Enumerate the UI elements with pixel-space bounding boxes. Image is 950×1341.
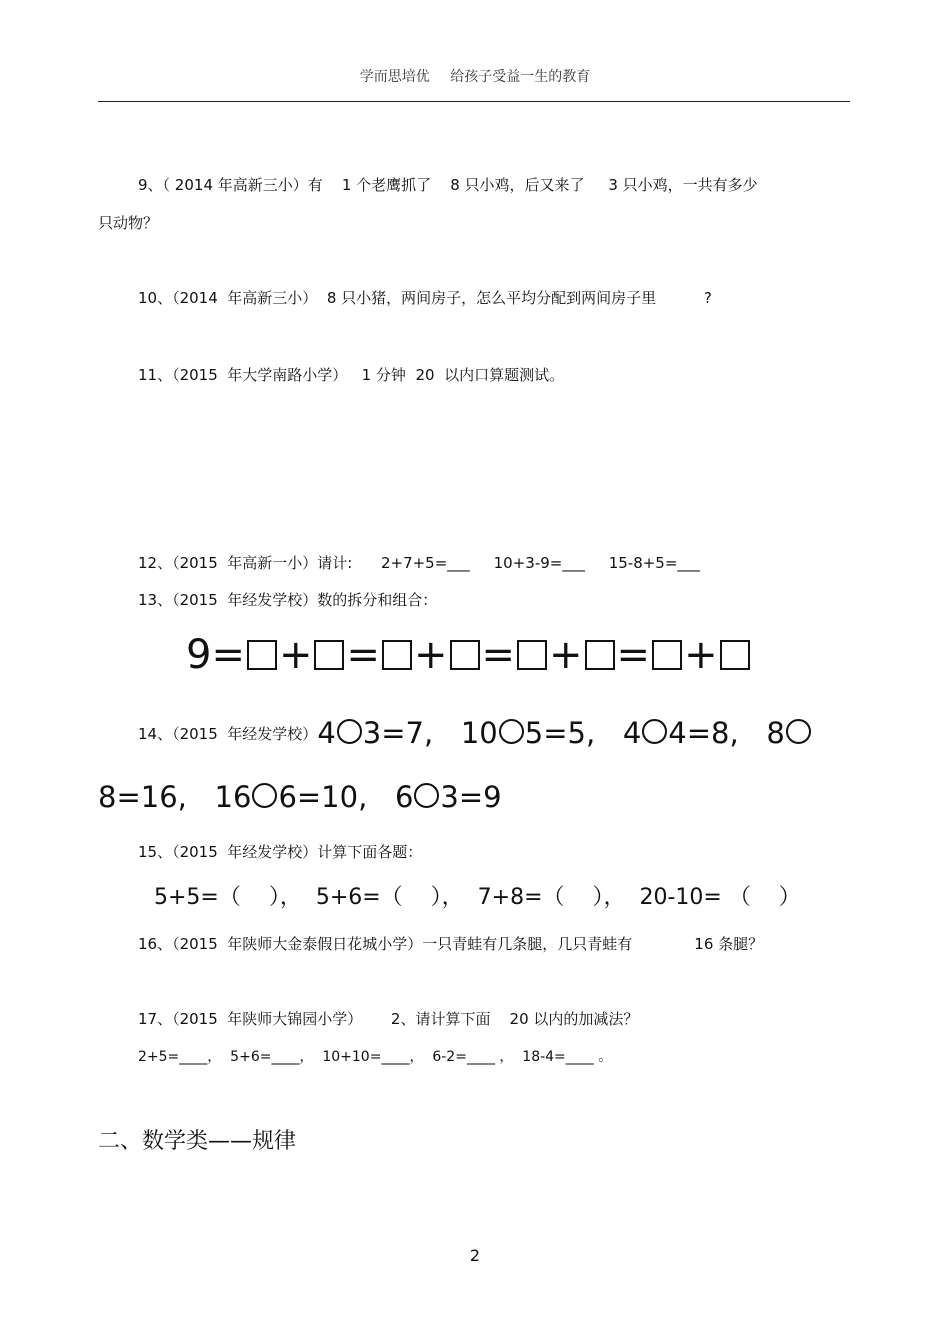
answer-box[interactable] [585,640,615,670]
plus-sign: + [549,632,583,678]
plus-sign: + [414,632,448,678]
question-16: 16、（2015 年陕师大金泰假日花城小学）一只青蛙有几条腿，几只青蛙有 16 条腿？ [138,935,764,953]
answer-box[interactable] [450,640,480,670]
plus-sign: + [684,632,718,678]
operator-circle[interactable] [414,783,439,808]
expr-part: 3=9 [440,780,502,814]
question-10: 10、（2014 年高新三小） 8 只小猪，两间房子，怎么平均分配到两间房子里 ? [138,289,712,307]
question-14-expr-line2 [98,780,502,814]
operator-circle[interactable] [642,719,667,744]
equals-sign: = [346,632,380,678]
equals-sign: = [616,632,651,678]
question-14-label: 14、（2015 年经发学校） [138,725,318,743]
question-14 [138,716,812,750]
question-14-expr-line1 [317,716,812,750]
expr-part: 4 [317,716,336,750]
expr-part: 4=8, 8 [668,716,785,750]
question-9-line2: 只动物？ [98,214,159,232]
operator-circle[interactable] [252,783,277,808]
question-15: 15、（2015 年经发学校）计算下面各题： [138,843,423,861]
answer-box[interactable] [382,640,412,670]
question-13: 13、（2015 年经发学校）数的拆分和组合： [138,591,438,609]
operator-circle[interactable] [337,719,362,744]
expr-part: 5=5, 4 [524,716,642,750]
number-decomposition-row [186,632,752,678]
page-header [0,66,950,86]
plus-sign: + [278,632,313,678]
operator-circle[interactable] [786,719,811,744]
answer-box[interactable] [720,640,750,670]
page-number: 2 [469,1246,481,1265]
equals-sign: = [481,632,516,678]
answer-box[interactable] [314,640,344,670]
answer-box[interactable] [517,640,547,670]
digit-nine: 9 [186,632,212,678]
header-brand: 学而思培优 [359,69,430,85]
header-divider [98,101,850,102]
expr-part: 6=10, 6 [278,780,414,814]
equals-sign: = [211,632,245,678]
header-slogan: 给孩子受益一生的教育 [450,69,591,85]
answer-box[interactable] [652,640,682,670]
expr-part: 3=7, 10 [362,716,498,750]
question-17: 17、（2015 年陕师大锦园小学） 2、请计算下面 20 以内的加减法？ [138,1010,639,1028]
operator-circle[interactable] [499,719,524,744]
question-17-expressions: 2+5=____， 5+6=____， 10+10=____， 6-2=____ ， 18-4=____ 。 [138,1049,613,1065]
section-title: 二、数学类——规律 [98,1129,297,1154]
question-15-expressions: 5+5=（ ）， 5+6=（ ）， 7+8=（ ）， 20-10= （ ） [154,885,801,910]
answer-box[interactable] [247,640,277,670]
question-12: 12、（2015 年高新一小）请计: 2+7+5=___ 10+3-9=___ 15-8+5=___ [138,554,700,572]
expr-part: 8=16, 16 [98,780,252,814]
question-11: 11、（2015 年大学南路小学） 1 分钟 20 以内口算题测试。 [138,366,565,384]
question-9-line1: 9、（ 2014 年高新三小）有 1 个老鹰抓了 8 只小鸡，后又来了 3 只小鸡，一共有多少 [138,176,758,194]
